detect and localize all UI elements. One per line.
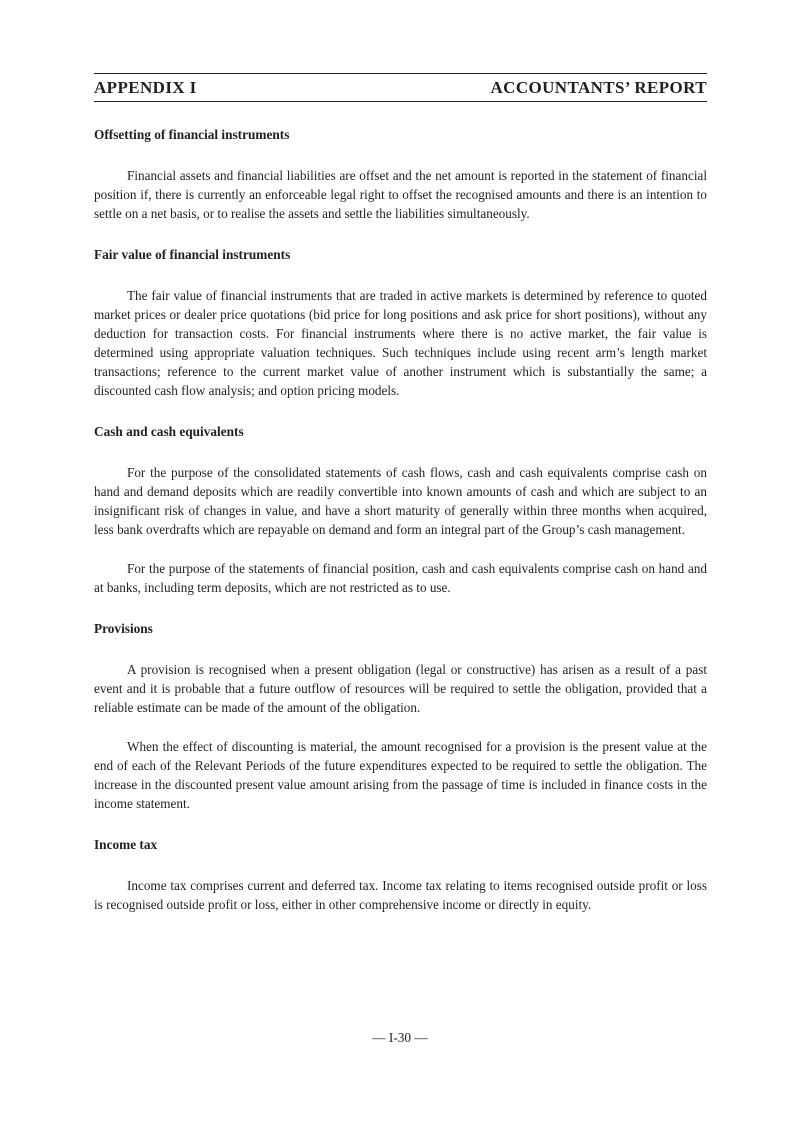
section-income-tax: [94, 835, 707, 914]
paragraph: For the purpose of the consolidated statements of cash flows, cash and cash equivalents comprise cash on hand and demand deposits which are readily convertible into known amounts of cash and which are subject to an insignificant risk of changes in value, and have a short maturity of generally within three months when acquired, less bank overdrafts which are repayable on demand and form an integral part of the Group’s cash management.: [94, 465, 707, 537]
header-report-title: ACCOUNTANTS’ REPORT: [490, 78, 707, 97]
report-body: [94, 125, 707, 936]
paragraph: Income tax comprises current and deferred tax. Income tax relating to items recognised outside profit or loss is recognised outside profit or loss, either in other comprehensive income or directly in equity.: [94, 878, 707, 912]
header-bottom-rule: [94, 101, 707, 102]
paragraph: When the effect of discounting is material, the amount recognised for a provision is the present value at the end of each of the Relevant Periods of the future expenditures expected to be required to settle the obligation. The increase in the discounted present value amount arising from the passage of time is included in finance costs in the income statement.: [94, 739, 707, 811]
header-top-rule: [94, 73, 707, 74]
paragraph: A provision is recognised when a present obligation (legal or constructive) has arisen as a result of a past event and it is probable that a future outflow of resources will be required to settle the obligation, provided that a reliable estimate can be made of the amount of the obligation.: [94, 662, 707, 715]
section-heading: Income tax: [94, 837, 158, 852]
paragraph: For the purpose of the statements of financial position, cash and cash equivalents comprise cash on hand and at banks, including term deposits, which are not restricted as to use.: [94, 561, 707, 595]
header-appendix-label: APPENDIX I: [94, 78, 197, 97]
section-heading: Cash and cash equivalents: [94, 424, 244, 439]
section-heading: Provisions: [94, 621, 153, 636]
paragraph: Financial assets and financial liabilities are offset and the net amount is reported in the statement of financial position if, there is currently an enforceable legal right to offset the recognised amounts and there is an intention to settle on a net basis, or to realise the assets and settle the liabilities simultaneously.: [94, 168, 707, 221]
section-heading: Fair value of financial instruments: [94, 247, 291, 262]
page-header: [94, 76, 707, 100]
section-fair-value: [94, 245, 707, 400]
section-provisions: [94, 619, 707, 813]
section-offsetting: [94, 125, 707, 223]
page-number: — I-30 —: [372, 1030, 428, 1045]
section-heading: Offsetting of financial instruments: [94, 127, 290, 142]
section-cash-equivalents: [94, 422, 707, 597]
paragraph: The fair value of financial instruments that are traded in active markets is determined by reference to quoted market prices or dealer price quotations (bid price for long positions and ask price for short positions), without any deduction for transaction costs. For financial instruments where there is no active market, the fair value is determined using appropriate valuation techniques. Such techniques include using recent arm’s length market transactions; reference to the current market value of another instrument which is substantially the same; a discounted cash flow analysis; and option pricing models.: [94, 288, 707, 398]
